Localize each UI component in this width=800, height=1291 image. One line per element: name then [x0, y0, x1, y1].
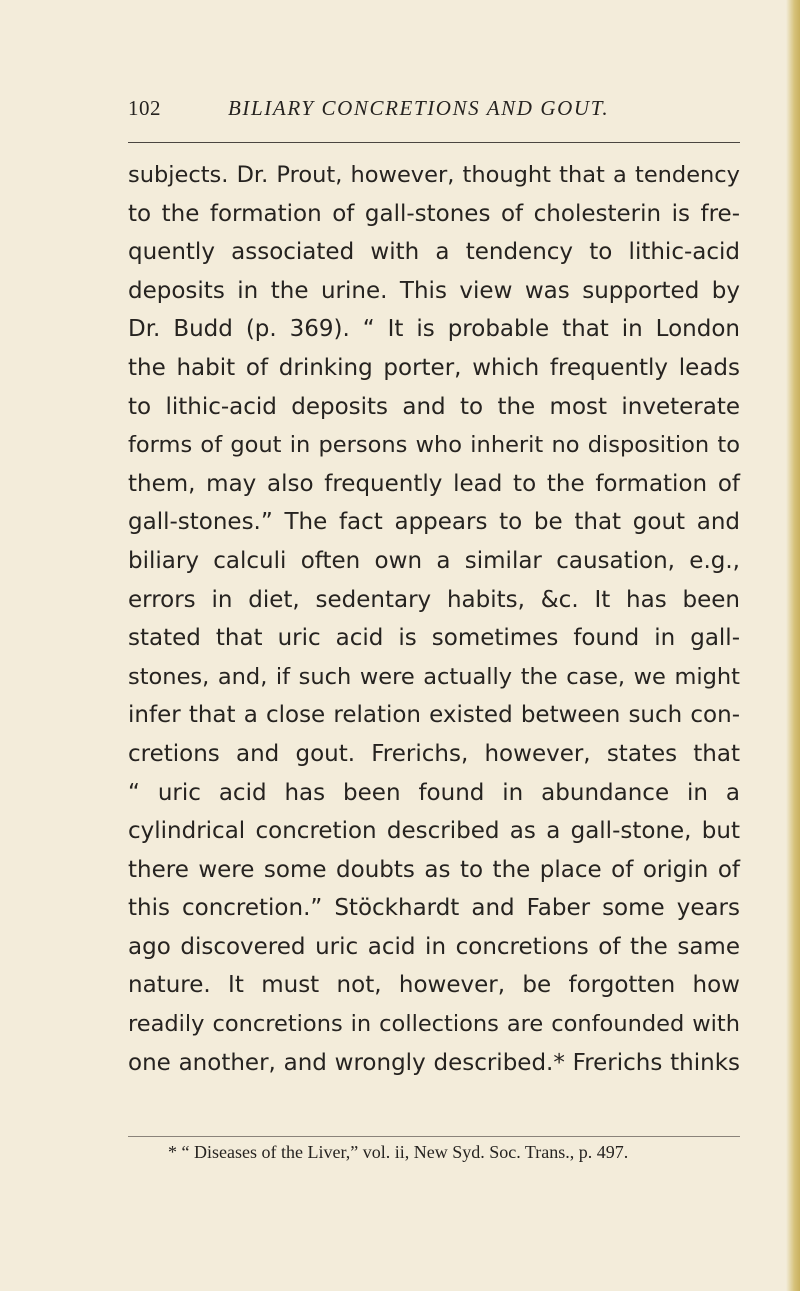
text-line: readily concretions in collections are confounded with [128, 1011, 740, 1038]
text-line: deposits in the urine. This view was supported by [128, 277, 740, 304]
text-line: subjects. Dr. Prout, however, thought that a tendency [128, 162, 740, 188]
page-number: 102 [128, 96, 161, 120]
text-line: Dr. Budd (p. 369). “ It is probable that in London [128, 316, 740, 343]
text-line: gall-stones.” The fact appears to be that gout and [128, 509, 740, 536]
text-line: forms of gout in persons who inherit no disposition to [128, 432, 740, 459]
text-line: biliary calculi often own a similar causation, e.g., [128, 547, 740, 574]
text-line: “ uric acid has been found in abundance in a [128, 779, 740, 806]
text-line: stones, and, if such were actually the case, we might [128, 663, 740, 690]
text-line: to the formation of gall-stones of cholesterin is fre- [128, 200, 740, 227]
text-line: this concretion.” Stöckhardt and Faber some years [128, 895, 740, 922]
text-line: ago discovered uric acid in concretions of the same [128, 933, 740, 960]
text-line: nature. It must not, however, be forgotten how [128, 972, 740, 999]
page-header [128, 96, 738, 126]
text-line: there were some doubts as to the place of origin of [128, 856, 740, 883]
page-edge [786, 0, 800, 1291]
body-text [128, 156, 740, 1082]
text-line: cylindrical concretion described as a gall-stone, but [128, 818, 740, 845]
running-title: BILIARY CONCRETIONS AND GOUT. [228, 96, 610, 120]
text-line: one another, and wrongly described.* Frerichs thinks [128, 1049, 740, 1076]
text-line: to lithic-acid deposits and to the most inveterate [128, 393, 740, 420]
text-line: infer that a close relation existed between such con- [128, 702, 740, 729]
text-line: errors in diet, sedentary habits, &c. It has been [128, 586, 740, 613]
header-rule [128, 142, 740, 143]
footnote: * “ Diseases of the Liver,” vol. ii, New Syd. Soc. Trans., p. 497. [168, 1142, 629, 1162]
text-line: stated that uric acid is sometimes found in gall- [128, 625, 740, 652]
text-line: them, may also frequently lead to the formation of [128, 470, 740, 497]
text-line: cretions and gout. Frerichs, however, states that [128, 740, 740, 767]
text-line: the habit of drinking porter, which frequently leads [128, 354, 740, 381]
footnote-rule [128, 1136, 740, 1137]
text-line: quently associated with a tendency to lithic-acid [128, 239, 740, 266]
